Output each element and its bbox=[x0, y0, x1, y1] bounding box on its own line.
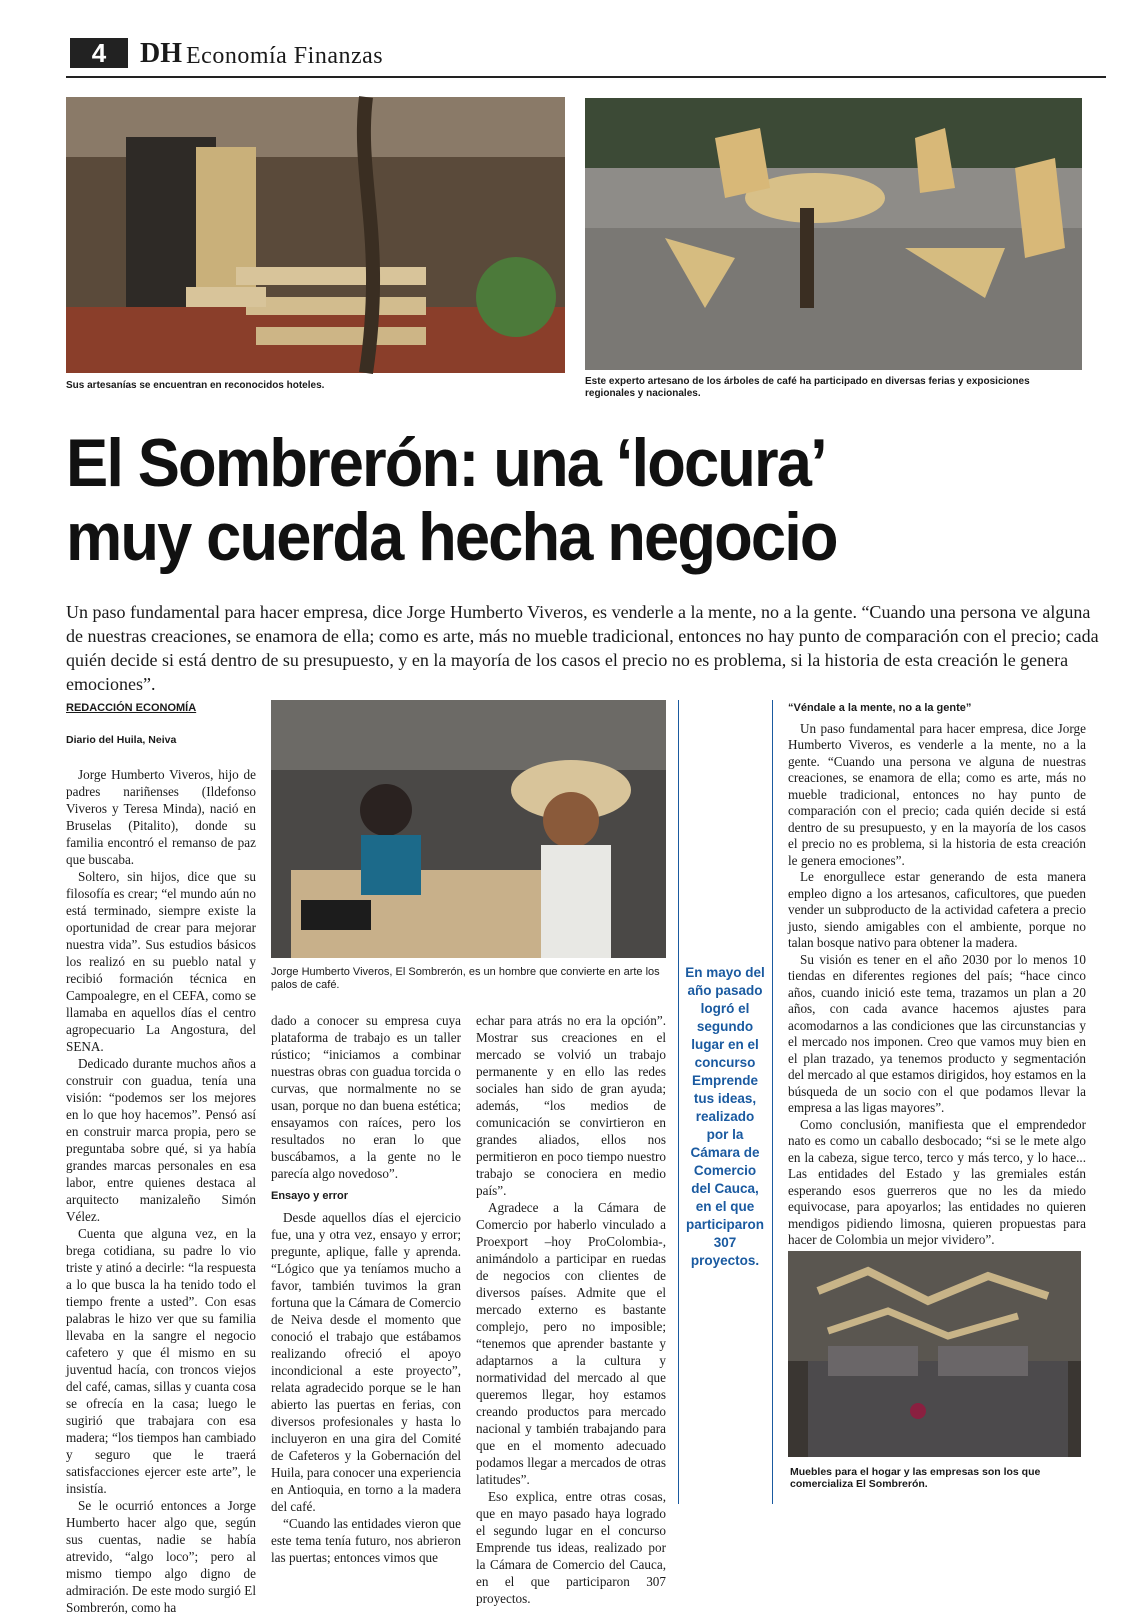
photo-caption: Muebles para el hogar y las empresas son los que comercializa El Sombrerón. bbox=[790, 1466, 1041, 1490]
paragraph: Le enorgullece estar generando de esta manera empleo digno a los artesanos, caficultores, que pueden vender un subproducto de la actividad cafetera a precio justo, siendo amigables con el ambiente, porque no talan bosque nativo para obtener la madera. bbox=[788, 869, 1086, 950]
photo-bedroom bbox=[788, 1251, 1081, 1457]
paragraph: Se le ocurrió entonces a Jorge Humberto hacer algo que, según sus cuentas, nadie se había atrevido, “algo loco”; pero al mismo tiempo algo digno de admiración. De este modo surgió El Sombrerón, como ha bbox=[66, 1498, 256, 1615]
article-column-2 bbox=[271, 1012, 461, 1566]
paragraph: Eso explica, entre otras cosas, que en mayo pasado haya logrado el segundo lugar en el concurso Emprende tus ideas, realizado por la Cámara de Comercio del Cauca, en el que participaron 307 proyectos. bbox=[476, 1489, 666, 1606]
byline bbox=[66, 702, 256, 746]
section-title: Economía Finanzas bbox=[186, 43, 384, 69]
byline-name: REDACCIÓN ECONOMÍA bbox=[66, 702, 197, 714]
article-column-4 bbox=[788, 700, 1086, 1249]
page-number: 4 bbox=[70, 38, 128, 68]
article-column-1 bbox=[66, 766, 256, 1616]
photo-caption: Sus artesanías se encuentran en reconocidos hoteles. bbox=[66, 380, 325, 391]
photo-table-chairs bbox=[585, 98, 1082, 370]
photo-portrait bbox=[271, 700, 666, 958]
pull-quote: En mayo del año pasado logró el segundo lugar en el concurso Emprende tus ideas, realizado por la Cámara de Comercio del Cauca, en el que participaron 307 proyectos. bbox=[685, 965, 765, 1268]
article-column-3 bbox=[476, 1012, 666, 1607]
paragraph: Agradece a la Cámara de Comercio por haberlo vinculado a Proexport –hoy ProColombia-, animándolo a participar en ruedas de negocios con clientes de diversos países. Admite que el mercado externo es bastante complejo, pero no imposible; “tenemos que aprender bastante y adaptarnos a la cultura y normatividad del mercado al que queremos llegar, hoy estamos creando productos para mercado nacional y también trabajando para que en el momento adecuado podamos llegar a mercados de otras latitudes”. bbox=[476, 1200, 666, 1487]
paragraph: Desde aquellos días el ejercicio fue, una y otra vez, ensayo y error; pregunte, aplique, falle y aprenda. “Lógico que ya teníamos mucho a favor, también tuvimos la gran fortuna que la Cámara de Comercio de Neiva desde el momento que conoció el trabajo que estábamos realizando ofreció el apoyo incondicional a este proyecto”, relata agradecido porque se le han abierto las puertas en ferias, con diversos profesionales y hasta lo incluyeron en una gira del Comité de Cafeteros y la Gobernación del Huila, para conocer una experiencia en Antioquia, en torno a la madera del café. bbox=[271, 1210, 462, 1514]
paragraph: Dedicado durante muchos años a construir con guadua, tenía una visión: “podemos ser los mejores en lo que hoy hacemos”. Pensó así en construir marca propia, pero se preguntaba sobre qué, si ya había grandes marcas personales en esa labor, entre quienes destaca al arquitecto manizaleño Simón Vélez. bbox=[66, 1056, 256, 1224]
headline-line-1: El Sombrerón: una ‘locura’ bbox=[66, 425, 826, 501]
paragraph: Jorge Humberto Viveros, hijo de padres nariñenses (Ildefonso Viveros y Teresa Minda), nació en Bruselas (Pitalito), donde su familia encontró el remanso de paz que buscaba. bbox=[66, 767, 256, 867]
headline bbox=[66, 426, 1033, 574]
subheading: “Véndale a la mente, no a la gente” bbox=[788, 702, 972, 714]
byline-source: Diario del Huila, Neiva bbox=[66, 734, 177, 746]
paragraph: Soltero, sin hijos, dice que su filosofía es crear; “el mundo aún no está terminado, siempre existe la oportunidad de crear para mejorar nuestra vida”. Sus estudios básicos los realizó en su pueblo natal y recibió formación técnica en Campoalegre, en el CEFA, como se llamaba en aquellos días el centro agropecuario La Angostura, del SENA. bbox=[66, 869, 256, 1054]
column-rule bbox=[678, 700, 679, 1504]
paragraph: dado a conocer su empresa cuya plataforma de trabajo es un taller rústico; “iniciamos a combinar nuestras obras con guadua torcida o curvas, que normalmente no se usan, porque no dan buena estética; ensayamos con raíces, pero los resultados no eran lo que buscábamos, a la gente no le parecía algo novedoso”. bbox=[271, 1013, 461, 1181]
subheading: Ensayo y error bbox=[271, 1190, 349, 1202]
header-rule bbox=[66, 76, 1106, 78]
paragraph: Su visión es tener en el año 2030 por lo menos 10 tiendas en diferentes regiones del país; “hace cinco años, cuando inició este tema, trazamos un plan a 20 años, con cada avance hacemos ajustes para acomodarnos a las condiciones que las circunstancias y el mercado nos imponen. Creo que vamos muy bien en el plan trazado, ya tenemos producto y segmentación del mercado al que estamos dirigidos, hoy estamos en la búsqueda de un socio con el que podamos llevar la empresa a las ligas mayores”. bbox=[788, 951, 1086, 1115]
headline-line-2: muy cuerda hecha negocio bbox=[66, 499, 837, 575]
paragraph: “Cuando las entidades vieron que este tema tenía futuro, nos abrieron las puertas; entonces vimos que bbox=[271, 1516, 461, 1565]
brand-logo: DH bbox=[140, 38, 182, 69]
paragraph: Cuenta que alguna vez, en la brega cotidiana, su padre lo vio triste y atinó a decirle: “la respuesta a lo que busca la ha tenido todo el tiempo frente a usted”. Con esas palabras le hizo ver que su familia llevaba en la sangre el negocio cafetero y que él mismo en su juventud hacía, con troncos viejos del café, camas, sillas y cuanta cosa se ofrecía en la casa; luego le sugirió que trabajara con esa madera; “los tiempos han cambiado y seguro que le traerá satisfacciones ejercer este arte”, le insistía. bbox=[66, 1226, 256, 1496]
photo-caption: Jorge Humberto Viveros, El Sombrerón, es un hombre que convierte en arte los palos de café. bbox=[271, 966, 660, 991]
photo-staircase bbox=[66, 97, 565, 373]
paragraph: Un paso fundamental para hacer empresa, dice Jorge Humberto Viveros, es venderle a la mente, no a la gente. “Cuando una persona ve alguna de nuestras creaciones, se enamora de ella; como es arte, más no mueble tradicional, entonces no hay punto de comparación con el precio; cada quién decide si está dentro de su presupuesto, y en la mayoría de los casos el precio no es problema, si la historia de esta creación le genera emociones”. bbox=[788, 720, 1086, 868]
photo-caption: Este experto artesano de los árboles de café ha participado en diversas ferias y exposiciones regionales y nacionales. bbox=[585, 376, 1030, 399]
paragraph: Como conclusión, manifiesta que el emprendedor nato es como un caballo desbocado; “si se le mete algo en la cabeza, sigue terco, terco y más terco, y lo hace... Las entidades del Estado y las gremiales están esperando esos guerreros que no les da miedo equivocase, para apoyarlos; las entidades no quieren mendigos pidiendo limosna, quieren propuestas para hacer de Colombia un mejor vividero”. bbox=[788, 1116, 1086, 1247]
column-rule bbox=[772, 700, 773, 1504]
paragraph: echar para atrás no era la opción”. Mostrar sus creaciones en el mercado se volvió un trabajo permanente y en ello las redes sociales han sido de gran ayuda; además, “los medios de comunicación se convirtieron en grandes aliados, ellos nos permitieron en poco tiempo nuestro trabajo se conociera en medio país”. bbox=[476, 1013, 666, 1198]
lead-paragraph: Un paso fundamental para hacer empresa, dice Jorge Humberto Viveros, es venderle a la mente, no a la gente. “Cuando una persona ve alguna de nuestras creaciones, se enamora de ella; como es arte, más no mueble tradicional, entonces no hay punto de comparación con el precio; cada quién decide si está dentro de su presupuesto, y en la mayoría de los casos el precio no es problema, si la historia de esta creación le genera emociones”. bbox=[66, 602, 1099, 694]
